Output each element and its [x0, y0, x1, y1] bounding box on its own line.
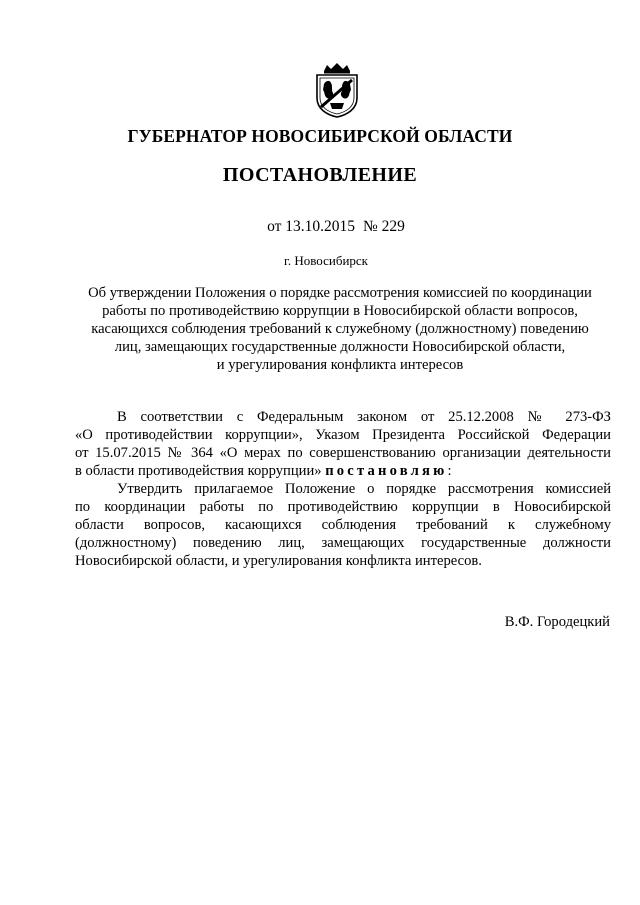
body-line: (должностному) поведению лиц, замещающих государственные должности: [75, 535, 611, 551]
title-line: Об утверждении Положения о порядке рассмотрения комиссией по координации: [88, 285, 592, 301]
signatory-name: В.Ф. Городецкий: [504, 614, 610, 630]
body-line: от 15.07.2015 № 364 «О мерах по совершенствованию организации деятельности: [75, 445, 611, 461]
document-title: [70, 284, 610, 374]
body-line-text: в области противодействия коррупции»: [75, 463, 322, 479]
coat-of-arms-icon: [314, 62, 360, 118]
title-line: работы по противодействию коррупции в Новосибирской области вопросов,: [102, 303, 578, 319]
document-type: ПОСТАНОВЛЕНИЕ: [222, 164, 418, 186]
document-date-number: [16, 218, 640, 236]
document-city: г. Новосибирск: [283, 253, 368, 268]
body-line: «О противодействии коррупции», Указом Президента Российской Федерации: [75, 427, 611, 443]
title-line: лиц, замещающих государственные должности Новосибирской области,: [114, 339, 566, 355]
resolution-paragraph: [75, 480, 611, 570]
body-line: Новосибирской области, и урегулирования конфликта интересов.: [75, 553, 482, 569]
preamble-paragraph: [75, 408, 611, 480]
title-line: касающихся соблюдения требований к служебному (должностному) поведению: [91, 321, 589, 337]
document-number: № 229: [363, 218, 405, 235]
decree-keyword-colon: :: [447, 463, 452, 479]
body-line: области вопросов, касающихся соблюдения требований к служебному: [75, 517, 611, 533]
title-line: и урегулирования конфликта интересов: [216, 357, 464, 373]
body-line: В соответствии с Федеральным законом от 25.12.2008 № 273-ФЗ: [117, 409, 611, 425]
issuing-authority: ГУБЕРНАТОР НОВОСИБИРСКОЙ ОБЛАСТИ: [127, 126, 513, 146]
decree-keyword: постановляю: [325, 463, 448, 479]
body-line: [75, 462, 611, 480]
body-line: по координации работы по противодействию коррупции в Новосибирской: [75, 499, 611, 515]
body-line: Утвердить прилагаемое Положение о порядке рассмотрения комиссией: [117, 481, 611, 497]
document-date: от 13.10.2015: [267, 218, 356, 235]
